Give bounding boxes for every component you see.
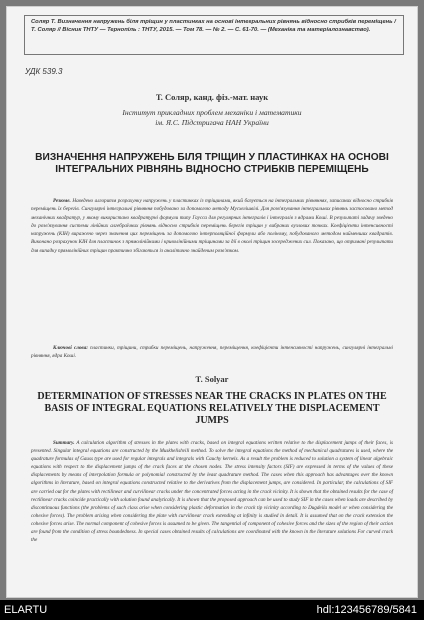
citation-box	[24, 15, 404, 55]
title-ukrainian: ВИЗНАЧЕННЯ НАПРУЖЕНЬ БІЛЯ ТРІЩИН У ПЛАСТИНКАХ НА ОСНОВІ ІНТЕГРАЛЬНИХ РІВНЯНЬ ВІДНОСНО СТРИБКІВ ПЕРЕМІЩЕНЬ	[35, 152, 389, 176]
abstract-english-lead: Summary.	[53, 440, 75, 446]
repository-label: ELARTU	[4, 604, 48, 616]
institute-line-2: ім. Я.С. Підстригача НАН України	[155, 118, 269, 127]
keywords-ukrainian	[31, 344, 393, 361]
abstract-ukrainian-text: Наведено алгоритм розрахунку напружень у пластинках із тріщинами, який базується на інтегральних рівняннях, записаних відносно стрибків переміщень їх берегів. Сингулярні інтегральні рівняння побудовано за допомогою методу Мусхелішвілі. Для розв'язування інтегральних рівнянь застосовано метод механічних квадратур, у якому використано квадратурні формули типу Гаусса для регулярних інтегралів і інтегралів з ядрами Коші. В результаті задачу зведено до розв'язування системи лінійних алгебраїчних рівнянь відносно стрибків переміщень берегів тріщин у вибраних вузлових точках. Коефіцієнти інтенсивності напружень (КІН) виражено через значення цих переміщень за допомогою інтерполяційної формули або поліному, побудованого методом найменших квадратів. Виконано розрахунок КІН для пластинок з прямолінійними і криволінійними тріщинами за дії в околі тріщин зосереджених сил. Показано, що отримані результати для випадку прямолінійних тріщин практично збігаються із аналітично знайденим розв'язком.	[31, 198, 393, 254]
keywords-ukrainian-text: пластинки, тріщини, стрибки переміщень, напруження, переміщення, коефіцієнти інтенсивності напружень, сингулярні інтегральні рівняння, ядра Коші.	[31, 345, 393, 360]
citation-text: Соляр Т. Визначення напружень біля тріщин у пластинках на основі інтегральних рівнянь відносно стрибків переміщень / Т. Соляр // Вісник ТНТУ — Тернопіль : ТНТУ, 2015. — Том 78. — № 2. — С. 61-70. — (Механіка та матеріалознавство).	[31, 19, 396, 33]
abstract-english	[31, 439, 393, 544]
institute-line-1: Інститут прикладних проблем механіки і математики	[122, 108, 302, 117]
keywords-ukrainian-lead: Ключові слова:	[53, 345, 88, 351]
udk-code: УДК 539.3	[25, 67, 63, 76]
abstract-ukrainian	[31, 197, 393, 255]
viewer-status-bar	[0, 600, 424, 620]
title-english: DETERMINATION OF STRESSES NEAR THE CRACKS IN PLATES ON THE BASIS OF INTEGRAL EQUATIONS RELATIVELY THE DISPLACEMENT JUMPS	[37, 391, 387, 427]
author-english: T. Solyar	[195, 374, 229, 384]
institute-affiliation	[7, 108, 417, 128]
abstract-english-text: A calculation algorithm of stresses in the plates with cracks, based on integral equations written relative to the displacement jumps of their faces, is presented. Singular integral equations are constructed by the Muskhelishvili method. To solve the integral equations the method of mechanical quadratures is used, where the quadrature formulas of Gauss type are used for regular integrals and integrals with Cauchy kernels. As a result the problem is reduced to solution a system of linear algebraic equations with respect to the displacement jumps of the crack faces at the chosen nodes. The stress intensity factors (SIF) are expressed in terms of the values of these displacements by means of interpolation formula or polynomial constructed by the least quadrature method. The cases when this approach has advantages over the known algorithms in literature, based on integral equations constructed relative to the derivatives from the displacement jumps, are considered. In particular, the calculations of SIF are carried out for the plates with rectilinear and curvilinear cracks under the concentrated forces acting in the crack vicinity. It is shown that the obtained results for the case of rectilinear cracks coincide practically with solution found analytically. It is shown that the proposed approach can be used to study SIF in the cases when loads are described by discontinuous functions (the problems of such class arise when considering plastic deformation in the crack tip vicinity according to Dugdeila model or when considering the cohesive forces). The problem arising when considering the plate with curvilinear crack extending at infinity is studied in detail. It is assumed that on the crack extension the cohesive forces arise. The normal component of cohesive forces is assumed to be given. The tangential of component of cohesive forces and the sizes of the region of their action are found from the condition of stress boundedness. In special cases obtained results of calculations are coordinated with the known in the literature solutions For curved crack the	[31, 440, 393, 544]
paper-page	[6, 6, 418, 598]
abstract-ukrainian-lead: Резюме.	[53, 198, 71, 204]
handle-identifier: hdl:123456789/5841	[316, 604, 417, 616]
author-ukrainian: Т. Соляр, канд. фіз.-мат. наук	[155, 92, 269, 102]
